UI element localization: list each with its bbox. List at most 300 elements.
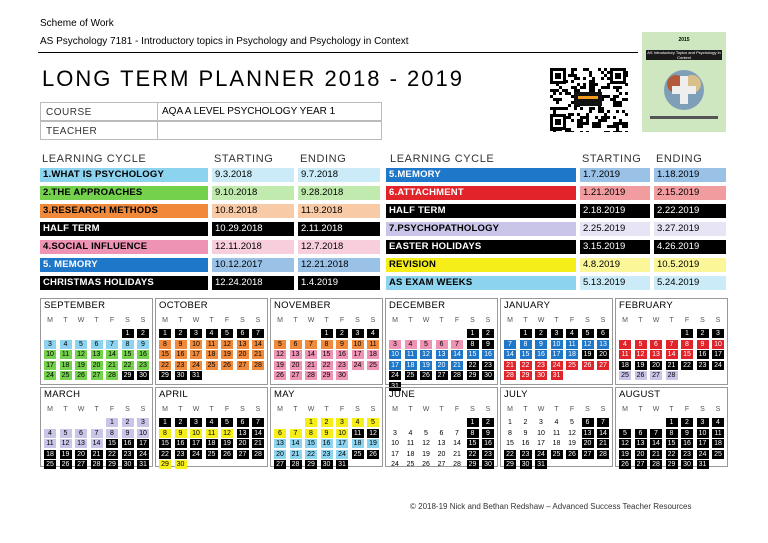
calendar-day: 18	[619, 361, 631, 370]
calendar-day: 30	[336, 371, 348, 380]
calendar-day: 16	[521, 440, 530, 447]
calendar-day: 13	[437, 440, 446, 447]
weekday-label: T	[178, 317, 183, 324]
weekday-label: T	[408, 317, 413, 324]
calendar-day: 5	[221, 329, 233, 338]
calendar-day: 25	[712, 450, 724, 459]
calendar-day: 22	[520, 361, 532, 370]
weekday-label: M	[47, 317, 53, 324]
calendar-day: 11	[566, 340, 578, 349]
calendar-day: 5	[75, 340, 87, 349]
calendar-day: 13	[635, 439, 647, 448]
calendar-day: 6	[237, 329, 249, 338]
cycle-label: HALF TERM	[386, 204, 576, 218]
weekday-label: T	[94, 317, 99, 324]
month-september	[40, 298, 153, 385]
calendar-day: 3	[190, 329, 202, 338]
calendar-day: 7	[451, 340, 463, 349]
weekday-label: S	[255, 406, 261, 413]
calendar-day: 6	[635, 429, 647, 438]
weekday-label: S	[470, 406, 475, 413]
calendar-day: 15	[122, 350, 134, 359]
calendar-day: 3	[336, 418, 348, 427]
calendar-day: 21	[305, 361, 317, 370]
calendar-day: 4	[60, 340, 72, 349]
calendar-day: 21	[91, 450, 103, 459]
calendar-day: 27	[274, 460, 286, 469]
calendar-day: 25	[44, 460, 56, 469]
calendar-day: 25	[405, 371, 417, 380]
calendar-day: 1	[122, 329, 134, 338]
starting-header-right: STARTING	[582, 153, 642, 165]
calendar-day: 23	[137, 361, 149, 370]
page-title: LONG TERM PLANNER 2018 - 2019	[42, 66, 464, 91]
weekday-label: W	[307, 317, 315, 324]
calendar-day: 5	[635, 340, 647, 349]
weekday-label: S	[240, 406, 245, 413]
calendar-day: 7	[650, 429, 662, 438]
calendar-day: 5	[420, 340, 432, 349]
weekday-label: T	[63, 406, 68, 413]
weekday-label: M	[162, 406, 168, 413]
calendar-day: 25	[566, 361, 578, 370]
calendar-day: 5	[424, 429, 428, 437]
calendar-day: 31	[389, 382, 401, 391]
calendar-day: 25	[367, 361, 379, 370]
cycle-start-date: 2.25.2019	[580, 222, 650, 236]
calendar-day: 22	[681, 361, 693, 370]
calendar-day: 9	[535, 340, 547, 349]
calendar-day: 16	[681, 439, 693, 448]
cycle-label: 1.WHAT IS PSYCHOLOGY	[40, 168, 208, 182]
weekday-label: F	[224, 406, 230, 413]
weekday-label: S	[140, 406, 146, 413]
calendar-day: 27	[437, 461, 446, 468]
calendar-day: 26	[274, 371, 286, 380]
calendar-day: 21	[650, 450, 662, 459]
calendar-day: 14	[504, 350, 516, 359]
calendar-day: 15	[520, 350, 532, 359]
calendar-day: 17	[137, 439, 149, 448]
calendar-day: 11	[60, 350, 72, 359]
calendar-day: 9	[482, 429, 494, 438]
book-cover	[642, 32, 726, 132]
cycle-end-date: 2.11.2018	[298, 222, 380, 236]
weekday-label: S	[370, 317, 376, 324]
calendar-day: 25	[60, 371, 72, 380]
weekday-label: F	[569, 317, 575, 324]
calendar-day: 8	[681, 340, 693, 349]
calendar-day: 11	[367, 340, 379, 349]
calendar-day: 11	[352, 429, 364, 438]
cycle-end-date: 9.7.2018	[298, 168, 380, 182]
calendar-day: 14	[597, 429, 609, 438]
weekday-label: T	[669, 406, 674, 413]
cycle-label: AS EXAM WEEKS	[386, 276, 576, 290]
calendar-day: 2	[122, 418, 134, 427]
calendar-day: 14	[453, 440, 461, 447]
month-name: DECEMBER	[389, 300, 446, 311]
calendar-day: 16	[175, 350, 187, 359]
calendar-day: 25	[206, 361, 218, 370]
calendar-day: 1	[520, 329, 532, 338]
calendar-day: 21	[252, 439, 264, 448]
cycle-end-date: 10.5.2019	[654, 258, 726, 272]
calendar-day: 30	[482, 371, 494, 380]
month-name: JULY	[504, 389, 528, 400]
month-name: FEBRUARY	[619, 300, 673, 311]
calendar-day: 16	[122, 439, 134, 448]
weekday-label: S	[370, 406, 376, 413]
calendar-day: 6	[237, 418, 249, 427]
calendar-day: 4	[619, 340, 631, 349]
calendar-day: 27	[635, 460, 647, 469]
calendar-day: 15	[467, 350, 479, 359]
calendar-day: 9	[482, 340, 494, 349]
calendar-day: 28	[305, 371, 317, 380]
calendar-day: 13	[650, 350, 662, 359]
starting-header-left: STARTING	[214, 153, 274, 165]
calendar-day: 31	[551, 371, 563, 380]
calendar-day: 14	[650, 439, 662, 448]
calendar-day: 24	[697, 450, 709, 459]
cycle-end-date: 9.28.2018	[298, 186, 380, 200]
calendar-day: 23	[175, 450, 187, 459]
calendar-day: 7	[106, 340, 118, 349]
weekday-label: W	[77, 406, 85, 413]
weekday-label: T	[209, 317, 214, 324]
cycle-label: 7.PSYCHOPATHOLOGY	[386, 222, 576, 236]
calendar-day: 18	[206, 439, 218, 448]
calendar-day: 22	[159, 361, 171, 370]
weekday-label: F	[224, 317, 230, 324]
calendar-day: 11	[552, 429, 561, 437]
calendar-day: 8	[106, 429, 118, 438]
calendar-day: 7	[504, 340, 516, 349]
calendar-day: 12	[619, 439, 631, 448]
calendar-day: 2	[321, 418, 333, 427]
calendar-day: 16	[137, 350, 149, 359]
teacher-label: TEACHER	[46, 126, 98, 137]
calendar-day: 23	[336, 361, 348, 370]
calendar-day: 2	[175, 418, 187, 427]
cycle-label: 2.THE APPROACHES	[40, 186, 208, 200]
weekday-label: S	[125, 317, 130, 324]
calendar-day: 2	[336, 329, 348, 338]
cycle-start-date: 10.12.2017	[212, 258, 294, 272]
calendar-day: 11	[206, 429, 218, 438]
calendar-day: 31	[697, 460, 709, 469]
calendar-day: 29	[106, 460, 118, 469]
teacher-value	[157, 122, 162, 139]
calendar-day: 26	[422, 461, 430, 468]
calendar-day: 24	[391, 461, 399, 468]
calendar-day: 30	[520, 460, 532, 469]
book-title: AS Introductory Topics and Psychology in Context	[647, 50, 721, 60]
calendar-day: 13	[597, 340, 609, 349]
calendar-day: 10	[137, 429, 149, 438]
calendar-day: 2	[482, 418, 494, 427]
calendar-day: 30	[137, 371, 149, 380]
weekday-label: M	[507, 317, 513, 324]
calendar-day: 26	[75, 371, 87, 380]
calendar-day: 29	[666, 460, 678, 469]
calendar-day: 26	[566, 450, 578, 459]
calendar-day: 31	[190, 371, 202, 380]
calendar-day: 19	[367, 439, 379, 448]
calendar-day: 15	[159, 350, 171, 359]
calendar-day: 19	[568, 440, 576, 447]
calendar-day: 9	[175, 429, 187, 438]
weekday-label: F	[109, 317, 115, 324]
month-name: MAY	[274, 389, 295, 400]
calendar-day: 6	[597, 329, 609, 338]
calendar-day: 21	[453, 450, 461, 458]
calendar-day: 9	[137, 340, 149, 349]
weekday-label: T	[324, 406, 329, 413]
calendar-day: 12	[635, 350, 647, 359]
calendar-day: 20	[437, 450, 446, 458]
calendar-day: 12	[75, 350, 87, 359]
calendar-day: 16	[336, 350, 348, 359]
calendar-day: 31	[535, 460, 547, 469]
calendar-day: 18	[405, 361, 417, 370]
calendar-day: 15	[106, 439, 118, 448]
weekday-label: F	[684, 406, 690, 413]
weekday-label: S	[355, 406, 360, 413]
weekday-label: M	[507, 406, 513, 413]
calendar-day: 7	[305, 340, 317, 349]
calendar-day: 29	[321, 371, 333, 380]
month-july	[500, 387, 613, 467]
calendar-day: 18	[712, 439, 724, 448]
cycle-label: 4.SOCIAL INFLUENCE	[40, 240, 208, 254]
calendar-day: 10	[537, 429, 545, 437]
calendar-day: 12	[221, 429, 233, 438]
calendar-day: 9	[321, 429, 333, 438]
calendar-day: 8	[508, 429, 512, 437]
cycle-end-date: 2.22.2019	[654, 204, 726, 218]
weekday-label: S	[600, 406, 606, 413]
month-june	[385, 387, 498, 467]
weekday-label: M	[162, 317, 168, 324]
calendar-day: 24	[352, 361, 364, 370]
calendar-day: 12	[274, 350, 286, 359]
calendar-day: 26	[619, 460, 631, 469]
header-divider	[38, 52, 638, 53]
calendar-day: 12	[221, 340, 233, 349]
calendar-day: 6	[274, 429, 286, 438]
calendar-day: 10	[336, 429, 348, 438]
calendar-day: 7	[252, 418, 264, 427]
calendar-day: 4	[408, 429, 413, 437]
calendar-day: 19	[274, 361, 286, 370]
calendar-day: 29	[159, 371, 171, 380]
calendar-day: 16	[482, 439, 494, 448]
calendar-day: 15	[305, 439, 317, 448]
month-name: AUGUST	[619, 389, 661, 400]
calendar-day: 1	[106, 418, 118, 427]
calendar-day: 5	[582, 329, 594, 338]
calendar-day: 19	[221, 350, 233, 359]
calendar-day: 17	[389, 361, 401, 370]
calendar-day: 13	[75, 439, 87, 448]
calendar-day: 20	[635, 450, 647, 459]
cycle-start-date: 3.15.2019	[580, 240, 650, 254]
month-october	[155, 298, 268, 385]
calendar-day: 12	[568, 429, 576, 437]
calendar-day: 20	[597, 350, 609, 359]
calendar-day: 15	[681, 350, 693, 359]
cycle-end-date: 1.4.2019	[298, 276, 380, 290]
calendar-day: 24	[137, 450, 149, 459]
weekday-label: M	[47, 406, 53, 413]
calendar-day: 22	[159, 450, 171, 459]
calendar-day: 15	[321, 350, 333, 359]
weekday-label: M	[277, 317, 283, 324]
calendar-day: 5	[367, 418, 379, 427]
calendar-day: 24	[535, 450, 547, 459]
calendar-day: 14	[305, 350, 317, 359]
ending-header-right: ENDING	[656, 153, 703, 165]
teacher-row	[40, 121, 382, 140]
weekday-label: F	[454, 406, 460, 413]
weekday-label: S	[585, 406, 590, 413]
calendar-day: 22	[467, 450, 479, 459]
calendar-day: 14	[666, 350, 678, 359]
calendar-day: 3	[539, 419, 543, 426]
calendar-day: 18	[60, 361, 72, 370]
calendar-day: 23	[175, 361, 187, 370]
calendar-day: 4	[712, 418, 724, 427]
calendar-day: 13	[436, 350, 448, 359]
weekday-label: S	[125, 406, 130, 413]
calendar-day: 21	[290, 450, 302, 459]
calendar-day: 10	[389, 350, 401, 359]
calendar-day: 7	[455, 429, 459, 437]
calendar-day: 9	[681, 429, 693, 438]
weekday-label: T	[554, 406, 559, 413]
calendar-day: 16	[697, 350, 709, 359]
calendar-day: 13	[582, 429, 594, 438]
calendar-day: 26	[420, 371, 432, 380]
calendar-day: 2	[681, 418, 693, 427]
calendar-day: 23	[681, 450, 693, 459]
month-name: NOVEMBER	[274, 300, 331, 311]
calendar-day: 2	[137, 329, 149, 338]
calendar-day: 20	[650, 361, 662, 370]
calendar-day: 29	[305, 460, 317, 469]
calendar-day: 15	[666, 439, 678, 448]
calendar-day: 30	[175, 371, 187, 380]
ending-header-left: ENDING	[300, 153, 347, 165]
calendar-day: 1	[305, 418, 317, 427]
weekday-label: T	[439, 317, 444, 324]
weekday-label: T	[669, 317, 674, 324]
calendar-day: 8	[122, 340, 134, 349]
calendar-day: 1	[508, 419, 512, 426]
calendar-day: 7	[252, 329, 264, 338]
calendar-day: 27	[91, 371, 103, 380]
calendar-day: 10	[391, 440, 399, 447]
cycle-end-date: 5.24.2019	[654, 276, 726, 290]
weekday-label: T	[439, 406, 444, 413]
calendar-day: 24	[336, 450, 348, 459]
calendar-day: 13	[290, 350, 302, 359]
calendar-day: 28	[252, 361, 264, 370]
calendar-day: 20	[436, 361, 448, 370]
weekday-label: T	[523, 317, 528, 324]
calendar-day: 6	[75, 429, 87, 438]
cycle-start-date: 9.10.2018	[212, 186, 294, 200]
calendar-day: 28	[290, 460, 302, 469]
calendar-day: 12	[582, 340, 594, 349]
calendar-day: 22	[504, 450, 516, 459]
calendar-day: 30	[321, 460, 333, 469]
calendar-day: 28	[451, 371, 463, 380]
calendar-day: 30	[122, 460, 134, 469]
weekday-label: T	[293, 406, 298, 413]
weekday-label: W	[422, 406, 430, 413]
copyright-footer: © 2018-19 Nick and Bethan Redshaw – Advanced Success Teacher Resources	[410, 502, 692, 511]
calendar-day: 1	[159, 418, 171, 427]
calendar-day: 6	[650, 340, 662, 349]
cycle-start-date: 10.29.2018	[212, 222, 294, 236]
month-name: APRIL	[159, 389, 188, 400]
calendar-day: 9	[336, 340, 348, 349]
calendar-day: 29	[520, 371, 532, 380]
calendar-day: 8	[159, 340, 171, 349]
cycle-start-date: 4.8.2019	[580, 258, 650, 272]
calendar-day: 28	[666, 371, 678, 380]
calendar-day: 20	[75, 450, 87, 459]
calendar-day: 24	[190, 361, 202, 370]
calendar-day: 3	[389, 340, 401, 349]
weekday-label: S	[600, 317, 606, 324]
calendar-day: 16	[321, 439, 333, 448]
calendar-day: 29	[467, 460, 479, 469]
cycle-label: REVISION	[386, 258, 576, 272]
calendar-day: 8	[305, 429, 317, 438]
weekday-label: F	[569, 406, 575, 413]
calendar-day: 3	[190, 418, 202, 427]
weekday-label: T	[554, 317, 559, 324]
month-name: MARCH	[44, 389, 81, 400]
calendar-day: 20	[237, 439, 249, 448]
course-value: AQA A LEVEL PSYCHOLOGY YEAR 1	[157, 103, 335, 120]
cycle-start-date: 5.13.2019	[580, 276, 650, 290]
calendar-day: 23	[520, 450, 532, 459]
calendar-day: 1	[666, 418, 678, 427]
calendar-day: 12	[422, 440, 430, 447]
cycle-start-date: 12.24.2018	[212, 276, 294, 290]
calendar-day: 6	[290, 340, 302, 349]
calendar-day: 11	[44, 439, 56, 448]
weekday-label: F	[684, 317, 690, 324]
calendar-day: 15	[467, 439, 479, 448]
calendar-day: 31	[336, 460, 348, 469]
cycle-label: CHRISTMAS HOLIDAYS	[40, 276, 208, 290]
weekday-label: T	[209, 406, 214, 413]
calendar-day: 17	[352, 350, 364, 359]
cycle-label: HALF TERM	[40, 222, 208, 236]
calendar-day: 24	[551, 361, 563, 370]
calendar-day: 17	[391, 450, 399, 458]
calendar-day: 21	[451, 361, 463, 370]
calendar-day: 29	[467, 371, 479, 380]
weekday-label: S	[470, 317, 475, 324]
calendar-day: 4	[554, 419, 559, 426]
